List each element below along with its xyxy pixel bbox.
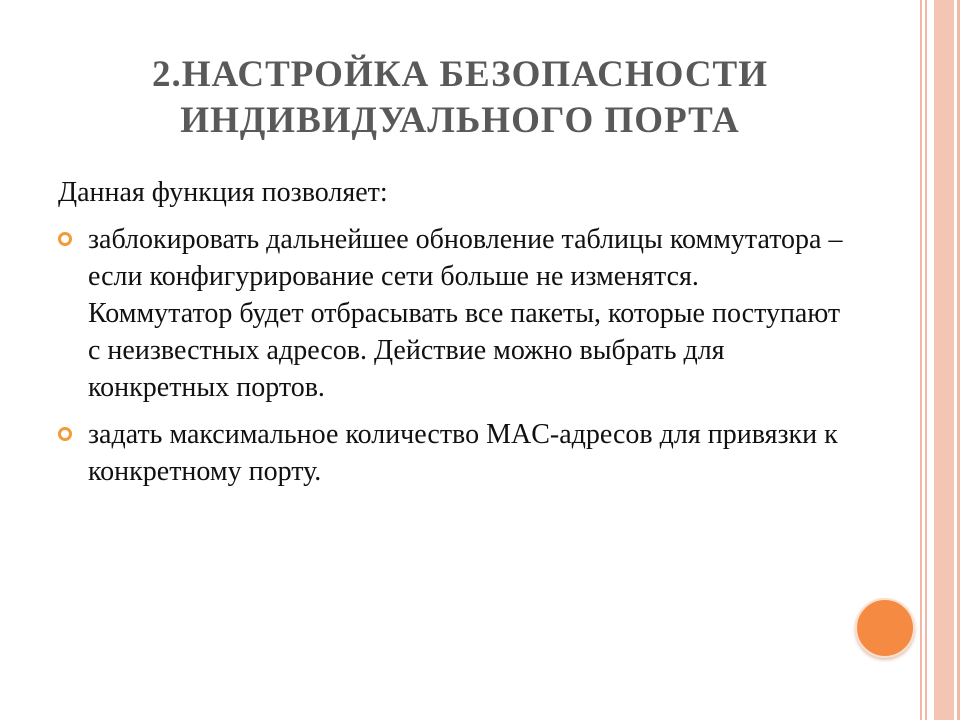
- intro-text: Данная функция позволяет:: [58, 177, 388, 208]
- decorative-stripe: [925, 0, 927, 720]
- list-item: [58, 221, 848, 406]
- decorative-stripe: [920, 0, 922, 720]
- bullet-text: заблокировать дальнейшее обновление таблицы коммутатора – если конфигурирование сети больше не изменятся. Коммутатор будет отбрасывать все пакеты, которые поступают с неизвестных адресов. Действие можно выбрать для конкретных портов.: [88, 224, 843, 403]
- circle-bullet-icon: [58, 232, 72, 246]
- decorative-stripe: [934, 0, 954, 720]
- slide-title: 2.НАСТРОЙКА БЕЗОПАСНОСТИ ИНДИВИДУАЛЬНОГО ПОРТА: [151, 54, 769, 141]
- list-item: [58, 416, 848, 490]
- circle-bullet-icon: [58, 427, 72, 441]
- slide-content: [58, 174, 848, 500]
- bullet-list: [58, 221, 848, 490]
- bullet-text: задать максимальное количество MAC-адресов для привязки к конкретному порту.: [88, 419, 838, 487]
- orange-circle-icon: [855, 598, 915, 658]
